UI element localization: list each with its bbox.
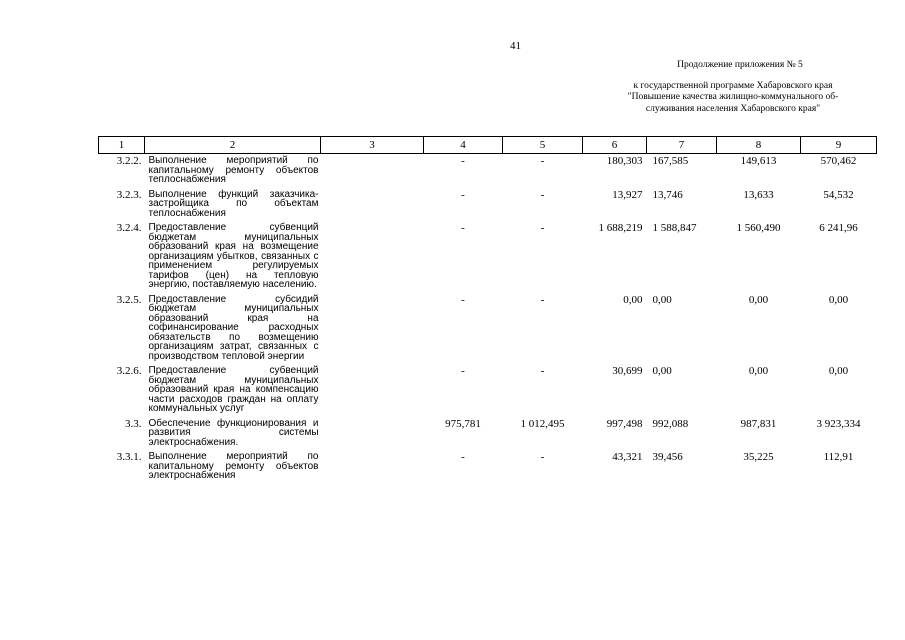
- cell-col3: [321, 293, 424, 365]
- cell-col8: 35,225: [743, 451, 774, 463]
- row-description: Предоставление субсидий бюджетам муниципальных образований края на софинансирование расходных обязательств по возмещению организациям затрат, связанных с производством тепловой энергии: [148, 293, 319, 362]
- cell-col4: 975,781: [445, 417, 481, 430]
- row-code: 3.3.1.: [116, 451, 142, 463]
- row-description: Выполнение функций заказчика-застройщика по объектам теплоснабжения: [148, 188, 319, 219]
- cell-col9: 54,532: [823, 188, 854, 201]
- row-description: Выполнение мероприятий по капитальному ремонту объектов теплоснабжения: [148, 155, 319, 185]
- row-code: 3.2.2.: [116, 155, 142, 167]
- row-description: Выполнение мероприятий по капитальному ремонту объектов электроснабжения: [148, 451, 319, 481]
- cell-col5: -: [540, 222, 545, 234]
- cell-col8: 987,831: [740, 417, 777, 430]
- column-header: 8: [717, 137, 801, 154]
- cell-col7: 13,746: [652, 188, 683, 201]
- row-code: 3.2.6.: [116, 365, 142, 377]
- table-row: [99, 221, 877, 293]
- cell-col4: -: [461, 155, 465, 167]
- row-code: 3.2.4.: [116, 222, 142, 234]
- table-row: [99, 417, 877, 451]
- cell-col7: 39,456: [652, 451, 683, 463]
- cell-col7: 0,00: [652, 365, 672, 377]
- cell-col7: 0,00: [652, 293, 672, 306]
- cell-col4: -: [461, 293, 465, 306]
- subtitle-line: служивания населения Хабаровского края": [645, 103, 821, 114]
- subtitle-line: "Повышение качества жилищно-коммунального об-: [627, 92, 839, 102]
- cell-col5: -: [540, 155, 545, 167]
- program-table: [98, 136, 877, 484]
- cell-col9: 570,462: [820, 155, 857, 167]
- cell-col5: 1 012,495: [520, 417, 565, 430]
- cell-col5: -: [540, 293, 545, 306]
- cell-col6: 43,321: [612, 451, 643, 463]
- cell-col3: [321, 364, 424, 417]
- cell-col9: 0,00: [828, 365, 849, 377]
- cell-col4: -: [461, 222, 465, 234]
- cell-col9: 0,00: [828, 293, 849, 306]
- cell-col4: -: [461, 365, 465, 377]
- table-row: [99, 154, 877, 188]
- appendix-header: [598, 60, 868, 115]
- continuation-label: Продолжение приложения № 5: [677, 60, 803, 70]
- page-number: 41: [510, 40, 521, 52]
- row-description: Обеспечение функционирования и развития системы электроснабжения.: [148, 417, 319, 448]
- row-code: 3.2.5.: [116, 293, 142, 306]
- cell-col8: 149,613: [740, 155, 777, 167]
- table-row: [99, 450, 877, 484]
- row-description: Предоставление субвенций бюджетам муниципальных образований края на возмещение организациям убытков, связанных с применением регулируемых тарифов (цен) на тепловую энергию, поставляемую населению.: [148, 222, 319, 290]
- cell-col5: -: [540, 451, 545, 463]
- cell-col6: 0,00: [623, 293, 643, 306]
- cell-col6: 180,303: [606, 155, 643, 167]
- cell-col6: 997,498: [606, 417, 643, 430]
- cell-col6: 13,927: [612, 188, 643, 201]
- column-header: 1: [99, 137, 145, 154]
- column-header: 2: [145, 137, 321, 154]
- table-header-row: [99, 137, 877, 154]
- cell-col8: 0,00: [748, 365, 769, 377]
- table-row: [99, 188, 877, 222]
- cell-col9: 3 923,334: [816, 417, 861, 430]
- column-header: 5: [503, 137, 583, 154]
- cell-col8: 1 560,490: [736, 222, 781, 234]
- column-header: 9: [801, 137, 877, 154]
- cell-col9: 112,91: [823, 451, 854, 463]
- cell-col8: 0,00: [748, 293, 769, 306]
- cell-col6: 30,699: [612, 365, 643, 377]
- cell-col4: -: [461, 451, 465, 463]
- cell-col5: -: [540, 365, 545, 377]
- cell-col6: 1 688,219: [598, 222, 643, 234]
- cell-col3: [321, 417, 424, 451]
- table-row: [99, 364, 877, 417]
- table-row: [99, 293, 877, 365]
- row-code: 3.2.3.: [116, 188, 142, 201]
- column-header: 3: [321, 137, 424, 154]
- cell-col7: 167,585: [652, 155, 689, 167]
- subtitle-line: к государственной программе Хабаровского края: [633, 80, 833, 91]
- cell-col8: 13,633: [743, 188, 774, 201]
- row-code: 3.3.: [125, 417, 142, 430]
- cell-col5: -: [540, 188, 545, 201]
- column-header: 4: [424, 137, 503, 154]
- cell-col3: [321, 450, 424, 484]
- cell-col3: [321, 188, 424, 222]
- cell-col7: 992,088: [652, 417, 689, 430]
- cell-col9: 6 241,96: [819, 222, 858, 234]
- row-description: Предоставление субвенций бюджетам муниципальных образований края на компенсацию части расходов граждан на оплату коммунальных услуг: [148, 365, 319, 414]
- cell-col3: [321, 221, 424, 293]
- cell-col7: 1 588,847: [652, 222, 697, 234]
- cell-col3: [321, 154, 424, 188]
- cell-col4: -: [461, 188, 465, 201]
- column-header: 7: [647, 137, 717, 154]
- column-header: 6: [583, 137, 647, 154]
